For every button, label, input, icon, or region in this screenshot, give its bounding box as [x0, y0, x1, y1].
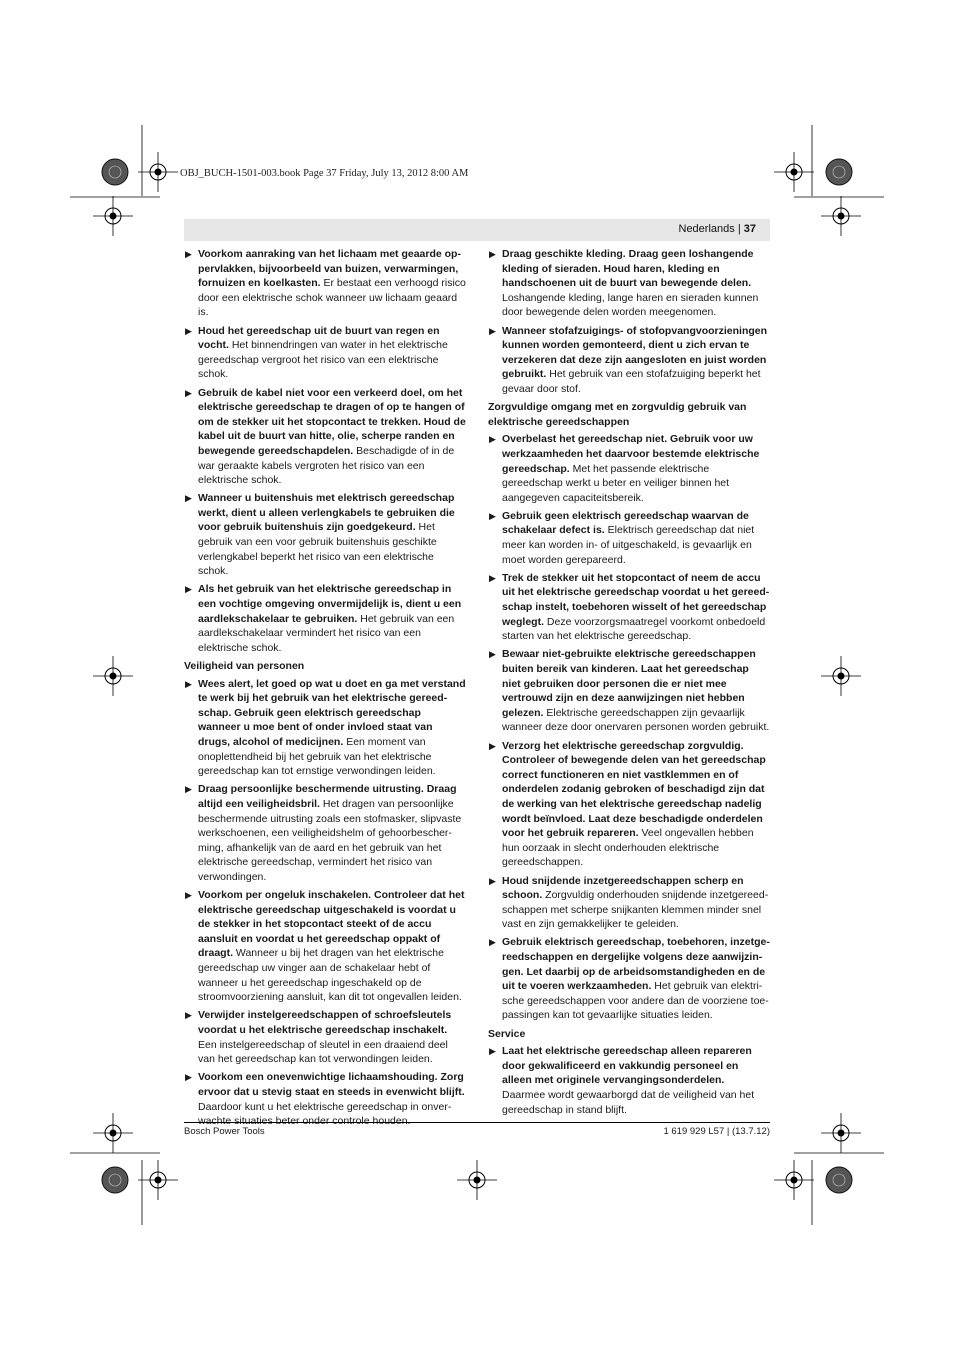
footer-rule	[184, 1122, 770, 1123]
bullet-body-text: Daarmee wordt gewaarborgd dat de veiligheid van het gereedschap in stand blijft.	[502, 1089, 755, 1116]
bullet-arrow-icon: ▶	[489, 875, 496, 886]
footer-doc-ref: 1 619 929 L57 | (13.7.12)	[663, 1126, 770, 1137]
bullet-item	[488, 432, 770, 505]
bullet-body-text: Het binnendringen van water in het elektrische gereedschap vergroot het risico van een elektrische schok.	[198, 339, 448, 381]
header-language: Nederlands	[678, 223, 735, 235]
bullet-item	[184, 677, 466, 779]
bullet-bold-text: Draag persoonlijke beschermende uitrusting. Draag altijd een veiligheidsbril.	[198, 783, 457, 810]
bullet-arrow-icon: ▶	[185, 249, 192, 259]
bullet-item	[488, 739, 770, 870]
right-column	[488, 247, 770, 1121]
page-number: 37	[743, 223, 756, 235]
bullet-body-text: Het gebruik van een voor gebruik buitenshuis geschikte verlengkabel beperkt het risico van een elektrische schok.	[198, 521, 437, 578]
bullet-arrow-icon: ▶	[185, 325, 192, 336]
right-items-1	[488, 247, 770, 397]
bullet-bold-text: Wanneer u buitenshuis met elektrisch gereedschap werkt, dient u alleen verlengkabels te gebruiken die voor gebruik buitenshuis zijn goedgekeurd.	[198, 492, 455, 534]
bullet-arrow-icon: ▶	[489, 1046, 496, 1057]
section-heading-personal-safety: Veiligheid van personen	[184, 660, 305, 672]
bullet-arrow-icon: ▶	[185, 584, 192, 595]
bullet-item	[184, 247, 466, 320]
bullet-bold-text: Gebruik elektrisch gereedschap, toebehoren, inzetgereedschappen en dergelijke volgens deze aanwijzingen. Let daarbij op de arbeidsomstandigheden en de uit te voeren werkzaamheden.	[502, 936, 770, 993]
bullet-item	[184, 1008, 466, 1066]
left-column	[184, 247, 466, 1132]
bullet-item	[184, 888, 466, 1005]
left-items-2	[184, 677, 466, 1129]
bullet-item	[488, 874, 770, 932]
section-heading-careful-use: Zorgvuldige omgang met en zorgvuldig gebruik van elektrische gereedschappen	[488, 401, 747, 428]
bullet-bold-text: Wanneer stofafzuigings- of stofopvangvoorzieningen kunnen worden gemonteerd, dient u zich ervan te verzekeren dat deze zijn aangesloten en juist worden gebruikt.	[502, 324, 768, 381]
bullet-bold-text: Verzorg het elektrische gereedschap zorgvuldig. Controleer of bewegende delen van het gereedschap correct functioneren en niet vastklemmen en of onderdelen zodanig gebroken of beschadigd zijn dat de werking van het elektrische gereedschap nadelig wordt beïnvloed. Laat deze beschadigde onderdelen voor het gebruik repareren.	[502, 739, 766, 840]
bullet-bold-text: Voorkom aanraking van het lichaam met geaarde oppervlakken, bijvoorbeeld van buizen, verwarmingen, fornuizen en koelkasten.	[198, 248, 461, 290]
bullet-body-text: Het gebruik van elektrische gereedschappen voor andere dan de voorziene toepassingen kan tot gevaarlijke situaties leiden.	[502, 980, 769, 1022]
bullet-item	[184, 782, 466, 884]
bullet-arrow-icon: ▶	[185, 1072, 192, 1083]
section-heading-service: Service	[488, 1027, 526, 1040]
header-separator: |	[737, 223, 741, 235]
bullet-body-text: Er bestaat een verhoogd risico door een elektrische schok wanneer uw lichaam geaard is.	[198, 277, 466, 319]
right-items-2	[488, 432, 770, 1023]
bullet-body-text: Elektrische gereedschappen zijn gevaarlijk wanneer deze door onervaren personen worden gebruikt.	[502, 706, 770, 734]
bullet-arrow-icon: ▶	[185, 890, 192, 901]
bullet-bold-text: Verwijder instelgereedschappen of schroefsleutels voordat u het elektrische gereedschap inschakelt.	[198, 1009, 452, 1037]
bullet-item	[184, 491, 466, 579]
bullet-item	[488, 247, 770, 320]
bullet-body-text: Het dragen van persoonlijke beschermende uitrusting zoals een stofmasker, slipvaste werkschoenen, een veiligheidshelm of gehoorbescherming, afhankelijk van de aard en het gebruik van het elektrische gereedschap, vermindert het risico van verwondingen.	[198, 797, 462, 883]
bullet-arrow-icon: ▶	[185, 387, 192, 398]
bullet-body-text: Een instelgereedschap of sleutel in een draaiend deel van het gereedschap kan tot verwondingen leiden.	[198, 1038, 448, 1066]
bullet-bold-text: Laat het elektrische gereedschap alleen repareren door gekwalificeerd en vakkundig personeel en alleen met originele vervangingsonderdelen.	[502, 1045, 752, 1087]
bullet-item	[488, 571, 770, 644]
bullet-arrow-icon: ▶	[489, 572, 496, 583]
bullet-arrow-icon: ▶	[489, 249, 496, 259]
bullet-arrow-icon: ▶	[185, 1010, 192, 1021]
bullet-body-text: Loshangende kleding, lange haren en sieraden kunnen door bewegende delen worden meegenomen.	[502, 291, 759, 319]
bullet-bold-text: Draag geschikte kleding. Draag geen loshangende kleding of sieraden. Houd haren, kleding en handschoenen uit de buurt van bewegende delen.	[502, 248, 754, 290]
left-items-1	[184, 247, 466, 655]
bullet-body-text: Beschadigde of in de war geraakte kabels vergroten het risico van een elektrische schok.	[198, 444, 455, 487]
bullet-bold-text: Overbelast het gereedschap niet. Gebruik voor uw werkzaamheden het daarvoor bestemde elektrische gereedschap.	[502, 433, 760, 475]
bullet-arrow-icon: ▶	[489, 325, 496, 336]
bullet-item	[488, 647, 770, 735]
bullet-bold-text: Voorkom per ongeluk inschakelen. Controleer dat het elektrische gereedschap uitgeschakeld is voordat u de stekker in het stopcontact steekt of de accu aansluit en voordat u het gereedschap oppakt of draagt.	[198, 889, 465, 960]
bullet-body-text: Een moment van onoplettendheid bij het gebruik van het elektrische gereedschap kan tot ernstige verwondingen leiden.	[198, 735, 436, 778]
bullet-item	[488, 935, 770, 1023]
bullet-body-text: Het gebruik van een aardlekschakelaar vermindert het risico van een elektrische schok.	[198, 612, 455, 654]
page-header	[184, 219, 770, 241]
bullet-body-text: Elektrisch gereedschap dat niet meer kan worden in- of uitgeschakeld, is gevaarlijk en moet worden gerepareerd.	[502, 524, 755, 566]
bullet-arrow-icon: ▶	[185, 784, 192, 795]
bullet-bold-text: Bewaar niet-gebruikte elektrische gereedschappen buiten bereik van kinderen. Laat het gereedschap niet gebruiken door personen die er niet mee vertrouwd zijn en deze aanwijzingen niet hebben gelezen.	[502, 648, 756, 719]
bullet-arrow-icon: ▶	[185, 493, 192, 504]
bullet-item	[184, 1070, 466, 1128]
bullet-arrow-icon: ▶	[489, 649, 496, 660]
bullet-bold-text: Gebruik geen elektrisch gereedschap waarvan de schakelaar defect is.	[502, 509, 749, 537]
bullet-item	[488, 324, 770, 397]
bullet-body-text: Het gebruik van een stofafzuiging beperkt het gevaar door stof.	[502, 368, 761, 395]
print-info-line: OBJ_BUCH-1501-003.book Page 37 Friday, July 13, 2012 8:00 AM	[180, 168, 469, 179]
bullet-arrow-icon: ▶	[185, 678, 192, 689]
bullet-arrow-icon: ▶	[489, 740, 496, 751]
bullet-bold-text: Voorkom een onevenwichtige lichaamshouding. Zorg ervoor dat u stevig staat en steeds in evenwicht blijft.	[198, 1071, 465, 1098]
bullet-arrow-icon: ▶	[489, 937, 496, 948]
bullet-arrow-icon: ▶	[489, 434, 496, 445]
bullet-body-text: Daardoor kunt u het elektrische gereedschap in onverwachte situaties beter onder controle houden.	[198, 1100, 452, 1128]
bullet-body-text: Deze voorzorgsmaatregel voorkomt onbedoeld starten van het elektrische gereedschap.	[502, 615, 766, 643]
bullet-body-text: Met het passende elektrische gereedschap werkt u beter en veiliger binnen het aangegeven capaciteitsbereik.	[502, 462, 730, 504]
bullet-item	[184, 582, 466, 655]
bullet-bold-text: Gebruik de kabel niet voor een verkeerd doel, om het elektrische gereedschap te dragen of op te hangen of om de stekker uit het stopcontact te trekken. Houd de kabel uit de buurt van hitte, olie, scherpe randen en bewegende gereedschapdelen.	[198, 386, 466, 457]
bullet-bold-text: Houd snijdende inzetgereedschappen scherp en schoon.	[502, 874, 744, 902]
bullet-body-text: Wanneer u bij het dragen van het elektrische gereedschap uw vinger aan de schakelaar hebt of wanneer u het gereedschap ingeschakeld op de stroomvoorziening aansluit, kan dit tot ongevallen leiden.	[198, 947, 462, 1004]
bullet-body-text: Zorgvuldig onderhouden snijdende inzetgereedschappen met scherpe snijkanten klemmen minder snel vast en zijn gemakkelijker te geleiden.	[502, 889, 769, 931]
bullet-bold-text: Houd het gereedschap uit de buurt van regen en vocht.	[198, 324, 440, 352]
bullet-bold-text: Wees alert, let goed op wat u doet en ga met verstand te werk bij het gebruik van het elektrische gereedschap. Gebruik geen elektrisch gereedschap wanneer u moe bent of onder invloed staat van drugs, alcohol of medicijnen.	[198, 677, 466, 748]
bullet-item	[184, 324, 466, 382]
header-text	[679, 223, 757, 235]
bullet-arrow-icon: ▶	[489, 510, 496, 521]
bullet-bold-text: Als het gebruik van het elektrische gereedschap in een vochtige omgeving onvermijdelijk is, dient u een aardlekschakelaar te gebruiken.	[198, 583, 462, 625]
bullet-item	[488, 1044, 770, 1117]
bullet-body-text: Veel ongevallen hebben hun oorzaak in slecht onderhouden elektrische gereedschappen.	[502, 827, 754, 869]
footer-brand: Bosch Power Tools	[184, 1126, 265, 1137]
right-items-3	[488, 1044, 770, 1117]
bullet-item	[488, 509, 770, 567]
bullet-item	[184, 386, 466, 488]
bullet-bold-text: Trek de stekker uit het stopcontact of neem de accu uit het elektrische gereedschap voordat u het gereedschap instelt, toebehoren wisselt of het gereedschap weglegt.	[502, 571, 770, 628]
